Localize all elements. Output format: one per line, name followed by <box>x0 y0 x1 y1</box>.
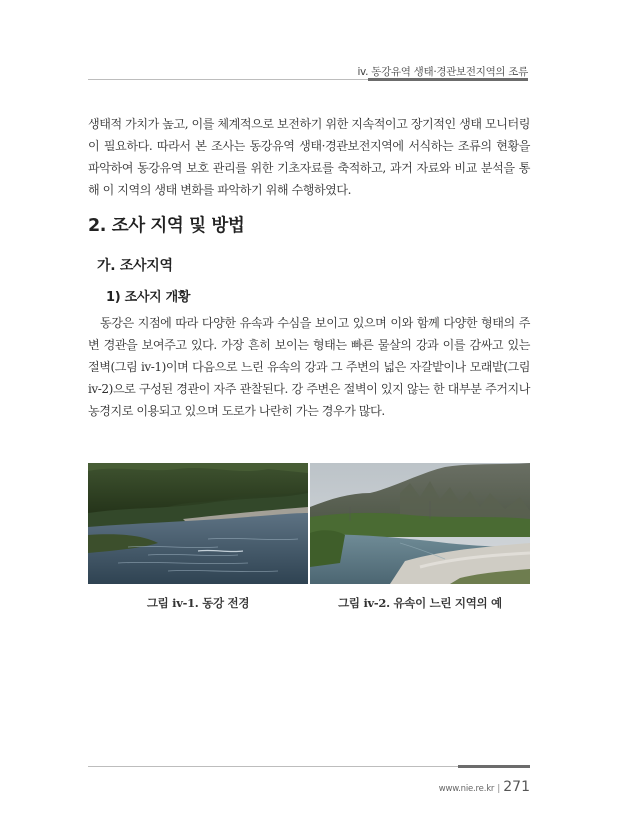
header-rule <box>88 79 368 80</box>
page-number: 271 <box>503 779 530 795</box>
intro-paragraph: 생태적 가치가 높고, 이를 체계적으로 보전하기 위한 지속적이고 장기적인 생태 모니터링이 필요하다. 따라서 본 조사는 동강유역 생태·경관보전지역에 서식하는 조류의 현황을 파악하여 동강유역 보호 관리를 위한 기초자료를 축적하고, 과거 자료와 비교 분석을 통해 이 지역의 생태 변화를 파악하기 위해 수행하였다. <box>88 117 530 197</box>
subsubsection-heading: 1) 조사지 개황 <box>106 290 191 305</box>
figure-donggang-panorama <box>88 463 308 584</box>
figure-slow-flow-area <box>310 463 530 584</box>
footer-rule-accent <box>458 765 530 768</box>
page-footer <box>439 776 530 795</box>
overview-paragraph: 동강은 지점에 따라 다양한 유속과 수심을 보이고 있으며 이와 함께 다양한 형태의 주변 경관을 보여주고 있다. 가장 흔히 보이는 형태는 빠른 물살의 강과 이를 감싸고 있는 절벽(그림 iv-1)이며 다음으로 느린 유속의 강과 그 주변의 넓은 자갈밭이나 모래밭(그림 iv-2)으로 구성된 경관이 자주 관찰된다. 강 주변은 절벽이 있지 않는 한 대부분 주거지나 농경지로 이용되고 있으며 도로가 나란히 가는 경우가 많다. <box>88 316 530 418</box>
river-gravel-bar-photo <box>310 463 530 584</box>
footer-separator: | <box>497 784 501 794</box>
subsection-heading: 가. 조사지역 <box>97 258 173 274</box>
figure-caption: 그림 iv-2. 유속이 느린 지역의 예 <box>338 596 502 610</box>
river-cliff-photo <box>88 463 308 584</box>
running-header: iv. 동강유역 생태·경관보전지역의 조류 <box>357 66 528 78</box>
footer-rule <box>88 766 458 767</box>
footer-url[interactable]: www.nie.re.kr <box>438 784 495 794</box>
figure-caption: 그림 iv-1. 동강 전경 <box>146 596 250 610</box>
section-heading: 2. 조사 지역 및 방법 <box>88 216 245 236</box>
